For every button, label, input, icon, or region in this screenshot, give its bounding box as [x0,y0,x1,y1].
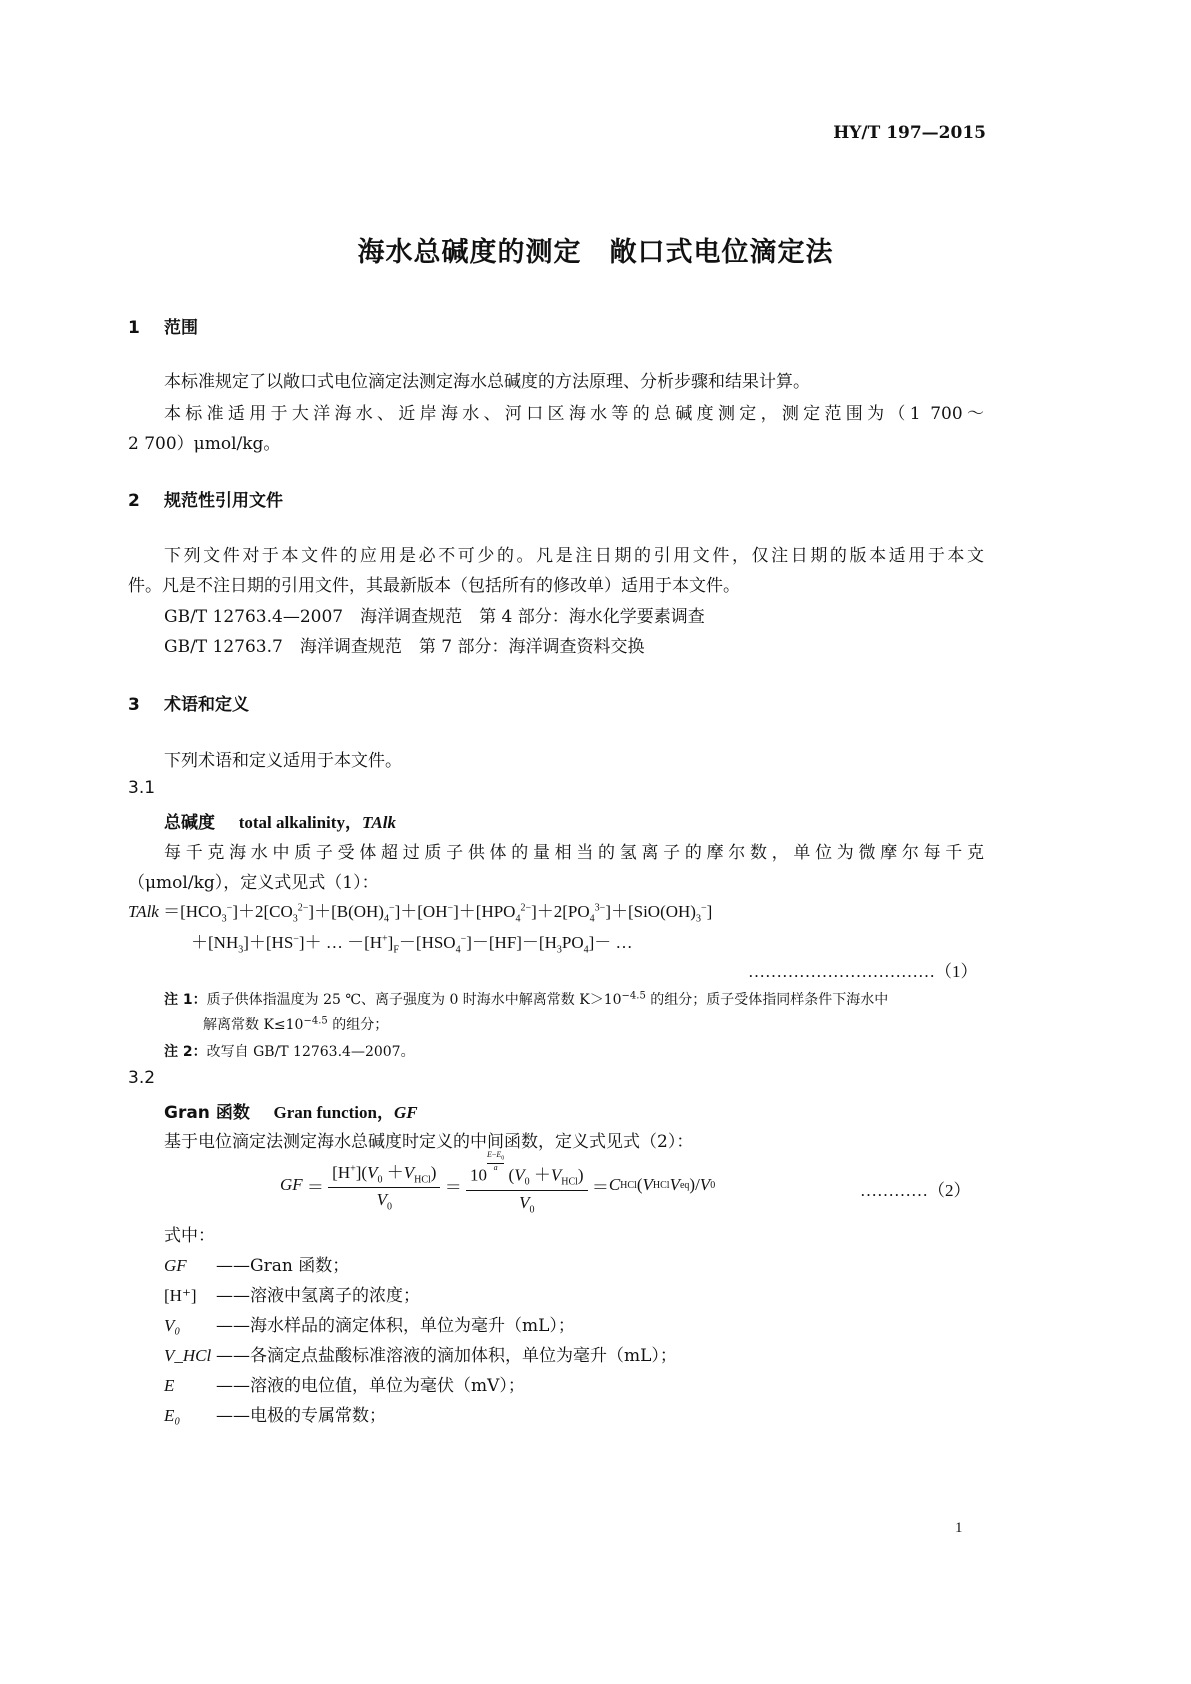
variable-symbol: E [164,1376,175,1395]
paragraph: 本标准规定了以敞口式电位滴定法测定海水总碱度的方法原理、分析步骤和结果计算。 [164,372,810,392]
leader-dots: …………………………… [748,962,935,981]
reference-item: GB/T 12763.7 海洋调查规范 第 7 部分：海洋调查资料交换 [164,637,645,657]
term-heading [164,1098,418,1123]
variable-symbol: V_HCl [164,1346,212,1365]
section-2-heading [128,486,283,511]
note-1 [164,989,888,1009]
note-text: 改写自 GB/T 12763.4—2007。 [206,1044,415,1060]
section-number: 2 [128,491,140,511]
section-1-heading [128,313,198,338]
section-title: 规范性引用文件 [164,491,283,511]
note-exponent: −4.5 [303,1015,328,1027]
section-number: 1 [128,318,140,338]
clause-number: 3.1 [128,778,156,798]
equation-number: （2） [928,1181,971,1200]
paragraph: 下列文件对于本文件的应用是必不可少的。凡是注日期的引用文件，仅注日期的版本适用于本文 [164,546,984,566]
where-label: 式中： [164,1226,215,1246]
page-number: 1 [955,1520,963,1536]
reference-item: GB/T 12763.4—2007 海洋调查规范 第 4 部分：海水化学要素调查 [164,607,705,627]
variable-desc: ——Gran 函数； [216,1256,350,1276]
section-title: 术语和定义 [164,695,249,715]
equation-2-number [860,1176,971,1201]
note-1-continued [203,1014,388,1034]
variable-row [164,1341,677,1366]
equation-1-line-1: TAlk $=[HCO_3^-]+2[CO_3^{2-}]+[B(OH)_4^-]+[OH^-]+[HPO_4^{2-}]+2[PO_4^{3-}]+[SiO(OH)_3^-]$ [128,902,713,925]
variable-symbol: [H⁺] [164,1286,197,1305]
variable-row [164,1371,525,1396]
section-title: 范围 [164,318,198,338]
variable-symbol: V₀ [164,1316,181,1335]
equation-1-number [748,957,978,982]
section-3-heading [128,690,249,715]
equation-2: GF ＝ $\frac{[H^+](V_0 +V_{HCl})}{V_0}$ ＝ 10 $^{\frac{E-E_0}{a}}$ $(V_0 +V_{HCl})$ $V_0$ ＝ C HCl ( V HCl V eq )/ V 0 [280,1149,716,1216]
term-abbr: GF [393,1103,418,1122]
variable-desc: ——电极的专属常数； [216,1406,386,1426]
note-label: 注 2： [164,1044,207,1060]
variable-desc: ——溶液的电位值，单位为毫伏（mV）； [216,1376,525,1396]
variable-symbol: GF [164,1256,187,1275]
term-cn: 总碱度 [164,813,215,833]
standard-code: HY/T 197—2015 [833,123,986,143]
variable-desc: ——各滴定点盐酸标准溶液的滴加体积，单位为毫升（mL）； [216,1346,677,1366]
term-heading [164,808,396,833]
fraction: 10 $^{\frac{E-E_0}{a}}$ $(V_0 +V_{HCl})$ $V_0$ [466,1155,588,1215]
note-text: 的组分； [327,1017,389,1033]
variable-row [164,1281,420,1306]
paragraph: 件。凡是不注日期的引用文件，其最新版本（包括所有的修改单）适用于本文件。 [128,576,740,596]
term-abbr: TAlk [361,813,396,832]
note-2 [164,1041,415,1061]
equation-number: （1） [935,962,978,981]
term-en: total alkalinity， [238,813,362,832]
variable-row [164,1311,575,1336]
variable-desc: ——溶液中氢离子的浓度； [216,1286,420,1306]
paragraph: 下列术语和定义适用于本文件。 [164,751,402,771]
definition: 基于电位滴定法测定海水总碱度时定义的中间函数，定义式见式（2）： [164,1132,694,1152]
term-en: Gran function， [273,1103,394,1122]
clause-number: 3.2 [128,1068,156,1088]
leader-dots: ………… [860,1181,928,1200]
note-label: 注 1： [164,992,207,1008]
variable-symbol: E₀ [164,1406,181,1425]
paragraph: 本标准适用于大洋海水、近岸海水、河口区海水等的总碱度测定，测定范围为（1 700～ [164,404,984,424]
definition: （μmol/kg），定义式见式（1）： [128,873,379,893]
equation-1-line-2: $+[NH_3]+[HS^-]+$ … $-[H^+]_F-[HSO_4^-]-[HF]-[H_3PO_4]-$ … [191,933,633,956]
note-text: 质子供体指温度为 25 ℃、离子强度为 0 时海水中解离常数 K＞10 [206,992,622,1008]
fraction: $\frac{[H^+](V_0 +V_{HCl})}{V_0}$ [328,1158,440,1213]
definition: 每千克海水中质子受体超过质子供体的量相当的氢离子的摩尔数，单位为微摩尔每千克 [164,843,984,863]
note-text: 解离常数 K≤10 [203,1017,304,1033]
note-text: 的组分；质子受体指同样条件下海水中 [645,992,889,1008]
variable-desc: ——海水样品的滴定体积，单位为毫升（mL）； [216,1316,575,1336]
section-number: 3 [128,695,140,715]
variable-row [164,1251,349,1276]
note-exponent: −4.5 [621,990,646,1002]
term-cn: Gran 函数 [164,1103,250,1123]
variable-row [164,1401,386,1426]
paragraph: 2 700）μmol/kg。 [128,434,281,454]
page-title: 海水总碱度的测定 敞口式电位滴定法 [357,237,834,268]
